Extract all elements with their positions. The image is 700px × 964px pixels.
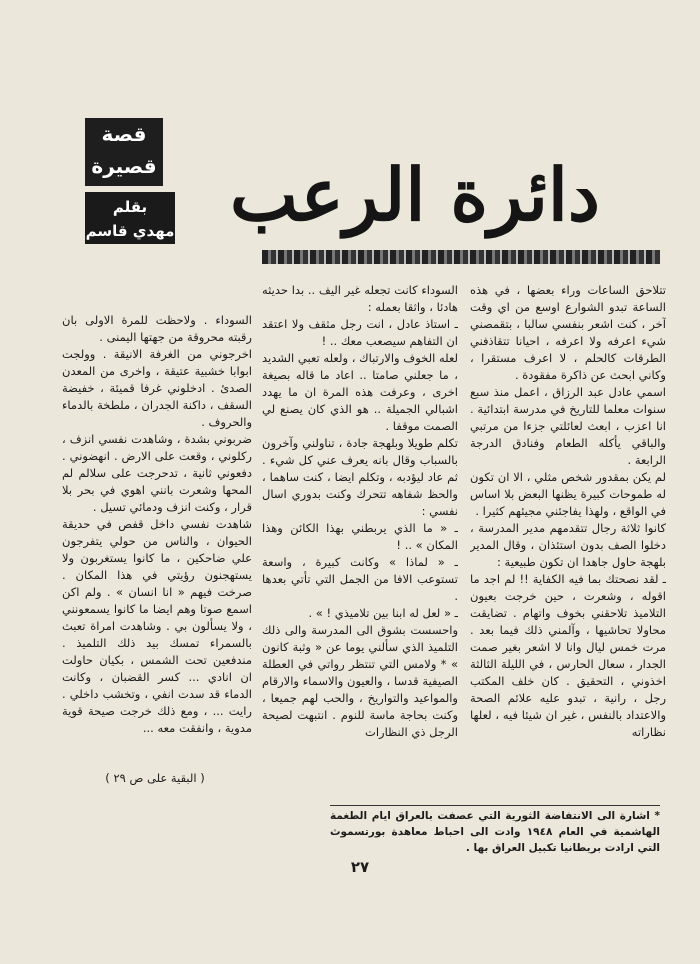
badge-line-2: قصيرة <box>91 154 157 178</box>
paragraph: تكلم طويلا وبلهجة جادة ، تناولني وآخرون بالسباب وقال بانه يعرف عني كل شيء . ثم عاد ليؤدبه ، وتكلم ايضا ، كنت ساهما ، والحظ شفاهه تتحرك وكنت بدوري اسال نفسي : <box>262 436 458 518</box>
paragraph: شاهدت نفسي داخل قفص في حديقة الحيوان ، والناس من حولي يتفرجون علي ضاحكين ، ما كانوا يستغربون ولا يستهجنون رؤيتي في هذا المكان . صرخت فيهم « انا انسان » . ولم اكن اسمع صوتا وهم ايضا ما كانوا يسمعونني ، ولا يسألون بي . وشاهدت امراة تعبث بالسمراء تمسك بيد ذلك التلميذ . مندفعين تحت الشمس ، بكيان حاولت ان انادي ... كسر القضبان ، وكانت الدماء قد سدت انفي ، وتخشب داخلي . رايت ... ، ومع ذلك خرجت صيحة قوية مدوية ، وانفقت معه ... <box>62 517 252 735</box>
paragraph: لعله الخوف والارتباك ، ولعله تعبي الشديد ، ما جعلني صامتا .. اعاد ما قاله بصيغة اخرى ، وعرفت هذه المرة ان ما يهدد اشبالي الجميلة .. هو الذي كان يصنع لي الصمت موقفا . <box>262 351 458 433</box>
author-block <box>85 192 175 244</box>
page-number: ٢٧ <box>350 858 370 876</box>
story-type-badge <box>85 118 163 186</box>
paragraph: ـ استاذ عادل ، انت رجل مثقف ولا اعتقد ان التفاهم سيصعب معك .. ! <box>262 317 458 348</box>
paragraph: اسمي عادل عبد الرزاق ، اعمل منذ سبع سنوات معلما للتاريخ في مدرسة ابتدائية . انا اعزب ، ابعث لعائلتي جزءا من مرتبي والباقي يأكله الطعام وفنادق الدرجة الرابعة . <box>470 385 666 467</box>
footnote-divider <box>330 805 660 806</box>
paragraph: ـ « ما الذي يربطني بهذا الكائن وهذا المكان » .. ! <box>262 521 458 552</box>
continuation-note: ( البقية على ص ٢٩ ) <box>105 771 205 785</box>
story-title: دائرة الرعب <box>230 152 600 237</box>
column-right <box>470 282 666 794</box>
paragraph: السوداء . ولاحظت للمرة الاولى بان رقبته محروقة من جهتها اليمنى . <box>62 313 252 344</box>
badge-line-1: قصة <box>101 122 147 146</box>
paragraph: واحسست بشوق الى المدرسة والى ذلك التلميذ الذي سألني يوما عن « وثبة كانون » * ولامس التي تنتظر رواتي في العطلة الصيفية قدسا ، والعيون والاسماء والارقام والمواعيد والتواريخ ، والحب لهم جميعا ، وكنت بحاجة ماسة للنوم . انتبهت لصيحة الرجل ذي النظارات <box>262 623 458 739</box>
paragraph: كانوا ثلاثة رجال تتقدمهم مدير المدرسة ، دخلوا الصف بدون استئذان ، وقال المدير بلهجة حاول جاهدا ان تكون طبيعية : <box>470 521 666 569</box>
column-middle <box>262 282 458 806</box>
paragraph: تتلاحق الساعات وراء بعضها ، في هذه الساعة تبدو الشوارع اوسع من اي وقت آخر ، كنت اشعر بنفسي سالبا ، بتقمصني شيء اعرفه ولا اعرفه ، احيانا تتقاذفني الطرقات كالحلم ، لا اعرف مستقرا ، وكاني ابحث عن ذاكرة مفقودة . <box>470 283 666 382</box>
paragraph: ـ لقد نصحتك بما فيه الكفاية !! لم اجد ما اقوله ، وشعرت ، حين خرجت بعيون التلاميذ تلاحقني بخوف واتهام . تضايقت محاولا تحاشيها ، وآلمني ذلك فيما بعد . مرت خمس ليال وانا لا اشعر بغير صمت الجدار ، سعال الحارس ، في الليلة الثالثة اخذوني ، التحقيق . كان خلف المكتب رجل ، رانية ، تبدو عليه علائم الصحة والاعتداد بالنفس ، غير ان شيئا فيه ، لعلها نظاراته <box>470 572 666 739</box>
paragraph: ـ « لماذا » وكانت كبيرة ، واسعة تستوعب الافا من الجمل التي تأتي بعدها . <box>262 555 458 603</box>
footnote: * اشارة الى الانتفاضة الثورية التي عصفت بالعراق ايام الطغمة الهاشمية في العام ١٩٤٨ وادت الى احباط معاهدة بورتسموث التي ارادت بريطانيا تكبيل العراق بها . <box>330 810 660 854</box>
paragraph: لم يكن بمقدور شخص مثلي ، الا ان تكون له طموحات كبيرة يظنها البعض بلا اساس في الواقع ، ولهذا يفاجئني مجيئهم كثيرا . <box>470 470 666 518</box>
paragraph: السوداء كانت تجعله غير اليف .. بدا حديثه هادئا ، واثقا بعمله : <box>262 283 458 314</box>
author-prefix: بقلم <box>112 198 148 216</box>
column-left <box>62 312 252 802</box>
paragraph: اخرجوني من الغرفة الانيقة . وولجت ابوابا خشبية عتيقة ، واخرى من المعدن الصدئ . ادخلوني غرفا قميئة ، خفيضة السقف ، داكنة الجدران ، ملطخة بالدماء والحروف . <box>62 347 252 429</box>
decorative-rule <box>262 250 660 264</box>
paragraph: ـ « لعل له ابنا بين تلاميذي ! » . <box>308 606 458 620</box>
author-name: مهدي قاسم <box>85 222 175 240</box>
paragraph: ضربوني بشدة ، وشاهدت نفسي انزف ، ركلوني ، وقعت على الارض . انهضوني . دفعوني ثانية ، تدحرجت على سلالم لم المحها وشعرت بانني اهوي في بحر بلا قرار ، وكنت انزف ودمائي تسيل . <box>62 432 252 514</box>
